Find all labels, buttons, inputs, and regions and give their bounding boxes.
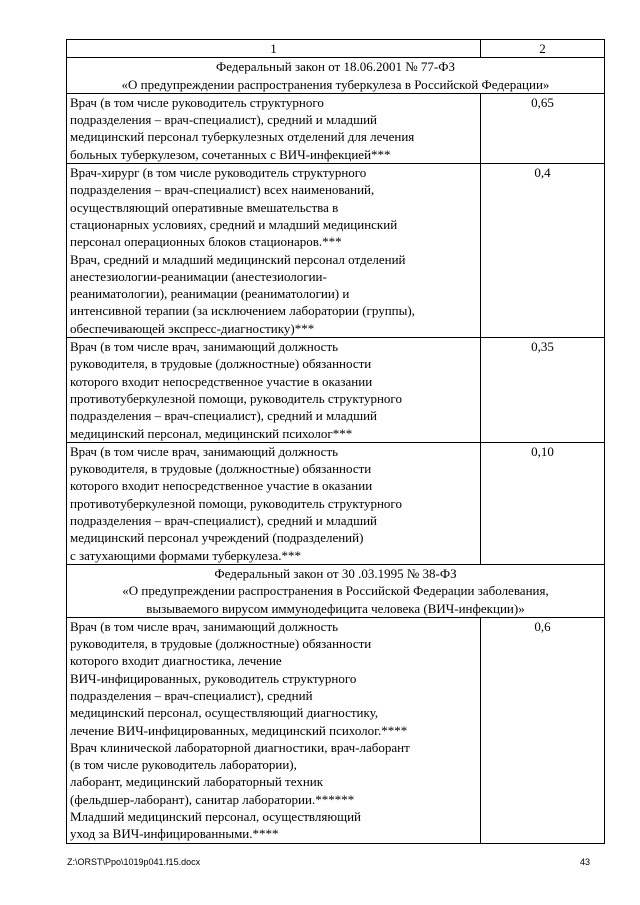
text-line: интенсивной терапии (за исключением лаборатории (группы),	[70, 303, 415, 319]
text-line: подразделения – врач-специалист), средний и младший	[70, 513, 378, 529]
table-row	[67, 338, 605, 443]
text-line: которого входит диагностика, лечение	[70, 653, 282, 669]
text-line: больных туберкулезом, сочетанных с ВИЧ-инфекцией***	[70, 146, 391, 162]
law-heading-row	[67, 58, 605, 94]
text-line: уход за ВИЧ-инфицированными.****	[70, 826, 279, 842]
footer-page-number: 43	[579, 857, 590, 867]
text-line: противотуберкулезной помощи, руководитель структурного	[70, 495, 402, 511]
text-line: Врач (в том числе врач, занимающий должность	[70, 443, 339, 459]
text-line: руководителя, в трудовые (должностные) обязанности	[70, 356, 372, 372]
text-line: медицинский персонал туберкулезных отделений для лечения	[70, 129, 415, 145]
text-line: медицинский персонал учреждений (подразделений)	[70, 530, 364, 546]
table-row	[67, 617, 605, 843]
text-line: лечение ВИЧ-инфицированных, медицинский психолог.****	[70, 722, 408, 738]
coefficient-value: 0,6	[481, 617, 605, 843]
text-line: (в том числе руководитель лаборатории),	[70, 757, 297, 773]
law-heading	[67, 564, 605, 617]
law-heading-row	[67, 564, 605, 617]
text-line: Федеральный закон от 18.06.2001 № 77-ФЗ	[216, 59, 455, 75]
text-line: медицинский персонал, осуществляющий диагностику,	[70, 705, 379, 721]
column-header-1: 1	[67, 40, 481, 58]
text-line: подразделения – врач-специалист), средний и младший	[70, 112, 378, 128]
text-line: Врач, средний и младший медицинский персонал отделений	[70, 251, 406, 267]
text-line: подразделения – врач-специалист) всех наименований,	[70, 182, 375, 198]
column-header-2: 2	[481, 40, 605, 58]
text-line: руководителя, в трудовые (должностные) обязанности	[70, 636, 372, 652]
coefficient-value: 0,35	[481, 338, 605, 443]
text-line: обеспечивающей экспресс-диагностику)***	[70, 320, 315, 336]
coefficient-value: 0,10	[481, 442, 605, 564]
text-line: стационарных условиях, средний и младший медицинский	[70, 216, 398, 232]
coefficient-value: 0,65	[481, 93, 605, 163]
position-description	[67, 164, 481, 338]
text-line: осуществляющий оперативные вмешательства в	[70, 199, 339, 215]
text-line: Врач-хирург (в том числе руководитель структурного	[70, 165, 367, 181]
text-line: (фельдшер-лаборант), санитар лаборатории.******	[70, 791, 355, 807]
text-line: Врач (в том числе руководитель структурного	[70, 94, 324, 110]
position-description	[67, 617, 481, 843]
text-line: которого входит непосредственное участие в оказании	[70, 373, 373, 389]
text-line: вызываемого вирусом иммунодефицита человека (ВИЧ-инфекции)»	[146, 600, 525, 616]
footer-file-path: Z:\ORST\Ppo\1019p041.f15.docx	[67, 857, 201, 867]
text-line: реаниматологии), реанимации (реаниматологии) и	[70, 286, 350, 302]
table-row	[67, 164, 605, 338]
text-line: Врач (в том числе врач, занимающий должность	[70, 618, 339, 634]
position-description	[67, 338, 481, 443]
law-heading	[67, 58, 605, 94]
text-line: персонал операционных блоков стационаров.***	[70, 234, 342, 250]
text-line: Федеральный закон от 30 .03.1995 № 38-ФЗ	[214, 565, 457, 581]
header-row	[67, 40, 605, 58]
text-line: противотуберкулезной помощи, руководитель структурного	[70, 390, 402, 406]
text-line: «О предупреждении распространения в Российской Федерации заболевания,	[122, 583, 549, 599]
text-line: с затухающими формами туберкулеза.***	[70, 547, 302, 563]
text-line: Младший медицинский персонал, осуществляющий	[70, 809, 361, 825]
coefficient-value: 0,4	[481, 164, 605, 338]
table-row	[67, 442, 605, 564]
text-line: Врач (в том числе врач, занимающий должность	[70, 339, 339, 355]
text-line: лаборант, медицинский лабораторный техник	[70, 774, 324, 790]
text-line: подразделения – врач-специалист), средний	[70, 687, 313, 703]
text-line: медицинский персонал, медицинский психолог***	[70, 425, 353, 441]
coefficients-table	[66, 39, 605, 844]
table-row	[67, 93, 605, 163]
text-line: ВИЧ-инфицированных, руководитель структурного	[70, 670, 357, 686]
text-line: руководителя, в трудовые (должностные) обязанности	[70, 461, 372, 477]
text-line: Врач клинической лабораторной диагностики, врач-лаборант	[70, 739, 410, 755]
text-line: «О предупреждении распространения туберкулеза в Российской Федерации»	[121, 76, 550, 92]
text-line: анестезиологии-реанимации (анестезиологии-	[70, 268, 327, 284]
text-line: которого входит непосредственное участие в оказании	[70, 478, 373, 494]
position-description	[67, 93, 481, 163]
position-description	[67, 442, 481, 564]
text-line: подразделения – врач-специалист), средний и младший	[70, 408, 378, 424]
